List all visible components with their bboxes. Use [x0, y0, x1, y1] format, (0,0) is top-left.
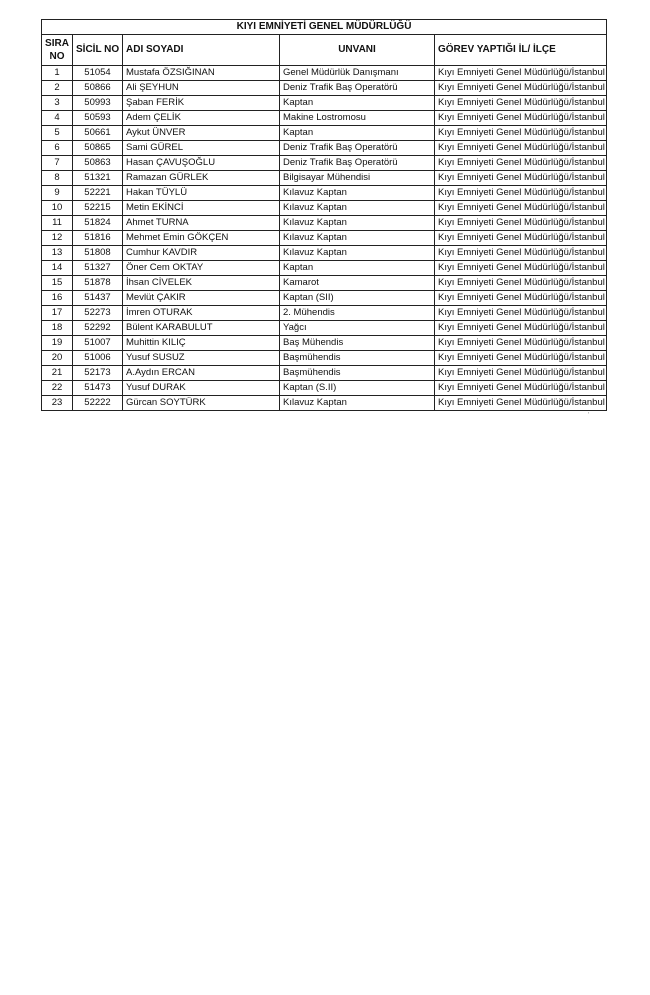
- cell-unvani: Başmühendis: [280, 351, 435, 366]
- cell-unvani: Kılavuz Kaptan: [280, 246, 435, 261]
- cell-gorev-yeri: Kıyı Emniyeti Genel Müdürlüğü/İstanbul: [435, 216, 607, 231]
- table-row: [42, 336, 607, 351]
- cell-adi-soyadi: Hakan TÜYLÜ: [123, 186, 280, 201]
- table-row: [42, 171, 607, 186]
- cell-adi-soyadi: Sami GÜREL: [123, 141, 280, 156]
- cell-unvani: Genel Müdürlük Danışmanı: [280, 66, 435, 81]
- cell-gorev-yeri: Kıyı Emniyeti Genel Müdürlüğü/İstanbul: [435, 246, 607, 261]
- cell-gorev-yeri: Kıyı Emniyeti Genel Müdürlüğü/İstanbul: [435, 366, 607, 381]
- table-row: [42, 126, 607, 141]
- cell-gorev-yeri: Kıyı Emniyeti Genel Müdürlüğü/İstanbul: [435, 201, 607, 216]
- cell-gorev-yeri: Kıyı Emniyeti Genel Müdürlüğü/İstanbul: [435, 336, 607, 351]
- col-header-gorev-yeri: GÖREV YAPTIĞI İL/ İLÇE: [435, 35, 607, 66]
- cell-gorev-yeri: Kıyı Emniyeti Genel Müdürlüğü/İstanbul: [435, 126, 607, 141]
- cell-sicil-no: 51327: [73, 261, 123, 276]
- cell-unvani: Baş Mühendis: [280, 336, 435, 351]
- table-row: [42, 111, 607, 126]
- table-row: [42, 141, 607, 156]
- table-title-row: [42, 20, 607, 35]
- cell-unvani: Kılavuz Kaptan: [280, 231, 435, 246]
- cell-sira-no: 4: [42, 111, 73, 126]
- cell-sicil-no: 51437: [73, 291, 123, 306]
- cell-adi-soyadi: Mehmet Emin GÖKÇEN: [123, 231, 280, 246]
- cell-adi-soyadi: Yusuf DURAK: [123, 381, 280, 396]
- cell-sira-no: 8: [42, 171, 73, 186]
- cell-sira-no: 6: [42, 141, 73, 156]
- cell-sira-no: 12: [42, 231, 73, 246]
- cell-unvani: 2. Mühendis: [280, 306, 435, 321]
- cell-sira-no: 13: [42, 246, 73, 261]
- cell-sira-no: 11: [42, 216, 73, 231]
- cell-sicil-no: 51054: [73, 66, 123, 81]
- table-row: [42, 276, 607, 291]
- cell-adi-soyadi: Ramazan GÜRLEK: [123, 171, 280, 186]
- cell-gorev-yeri: Kıyı Emniyeti Genel Müdürlüğü/İstanbul: [435, 171, 607, 186]
- cell-sicil-no: 50865: [73, 141, 123, 156]
- cell-adi-soyadi: Muhittin KILIÇ: [123, 336, 280, 351]
- cell-unvani: Kamarot: [280, 276, 435, 291]
- table-row: [42, 156, 607, 171]
- col-header-sira-no: SIRA NO: [42, 35, 73, 66]
- cell-sicil-no: 52173: [73, 366, 123, 381]
- cell-adi-soyadi: Hasan ÇAVUŞOĞLU: [123, 156, 280, 171]
- cell-sicil-no: 52221: [73, 186, 123, 201]
- cell-unvani: Kılavuz Kaptan: [280, 396, 435, 411]
- cell-gorev-yeri: Kıyı Emniyeti Genel Müdürlüğü/İstanbul: [435, 321, 607, 336]
- table-row: [42, 81, 607, 96]
- cell-sicil-no: 52292: [73, 321, 123, 336]
- cell-sira-no: 5: [42, 126, 73, 141]
- cell-unvani: Başmühendis: [280, 366, 435, 381]
- cell-gorev-yeri: Kıyı Emniyeti Genel Müdürlüğü/İstanbul: [435, 276, 607, 291]
- cell-adi-soyadi: Yusuf SUSUZ: [123, 351, 280, 366]
- cell-adi-soyadi: Şaban FERİK: [123, 96, 280, 111]
- cell-adi-soyadi: İmren OTURAK: [123, 306, 280, 321]
- cell-sicil-no: 50866: [73, 81, 123, 96]
- cell-sicil-no: 51473: [73, 381, 123, 396]
- cell-sira-no: 3: [42, 96, 73, 111]
- table-row: [42, 351, 607, 366]
- col-header-adi-soyadi: ADI SOYADI: [123, 35, 280, 66]
- table-title: KIYI EMNİYETİ GENEL MÜDÜRLÜĞÜ: [42, 20, 607, 35]
- cell-sira-no: 23: [42, 396, 73, 411]
- cell-gorev-yeri: Kıyı Emniyeti Genel Müdürlüğü/İstanbul: [435, 306, 607, 321]
- cell-sicil-no: 50661: [73, 126, 123, 141]
- cell-gorev-yeri: Kıyı Emniyeti Genel Müdürlüğü/İstanbul: [435, 396, 607, 411]
- cell-sicil-no: 51878: [73, 276, 123, 291]
- cell-unvani: Kılavuz Kaptan: [280, 216, 435, 231]
- cell-adi-soyadi: Ahmet TURNA: [123, 216, 280, 231]
- cell-sira-no: 18: [42, 321, 73, 336]
- cell-sicil-no: 51808: [73, 246, 123, 261]
- cell-gorev-yeri: Kıyı Emniyeti Genel Müdürlüğü/İstanbul: [435, 231, 607, 246]
- cell-gorev-yeri: Kıyı Emniyeti Genel Müdürlüğü/İstanbul: [435, 96, 607, 111]
- cell-adi-soyadi: Adem ÇELİK: [123, 111, 280, 126]
- cell-sira-no: 2: [42, 81, 73, 96]
- cell-unvani: Kılavuz Kaptan: [280, 186, 435, 201]
- cell-unvani: Kaptan (SII): [280, 291, 435, 306]
- table-body: [42, 66, 607, 411]
- personnel-table-sheet: [41, 19, 606, 411]
- table-row: [42, 291, 607, 306]
- cell-sicil-no: 51006: [73, 351, 123, 366]
- cell-adi-soyadi: A.Aydın ERCAN: [123, 366, 280, 381]
- cell-sicil-no: 52222: [73, 396, 123, 411]
- cell-gorev-yeri: Kıyı Emniyeti Genel Müdürlüğü/İstanbul: [435, 111, 607, 126]
- cell-sicil-no: 51321: [73, 171, 123, 186]
- cell-sicil-no: 50593: [73, 111, 123, 126]
- cell-sira-no: 1: [42, 66, 73, 81]
- cell-sicil-no: 51824: [73, 216, 123, 231]
- cell-gorev-yeri: Kıyı Emniyeti Genel Müdürlüğü/İstanbul: [435, 351, 607, 366]
- table-row: [42, 201, 607, 216]
- table-row: [42, 306, 607, 321]
- cell-sira-no: 15: [42, 276, 73, 291]
- cell-gorev-yeri: Kıyı Emniyeti Genel Müdürlüğü/İstanbul: [435, 261, 607, 276]
- table-row: [42, 366, 607, 381]
- cell-sira-no: 16: [42, 291, 73, 306]
- cell-adi-soyadi: Ali ŞEYHUN: [123, 81, 280, 96]
- cell-unvani: Kılavuz Kaptan: [280, 201, 435, 216]
- cell-gorev-yeri: Kıyı Emniyeti Genel Müdürlüğü/İstanbul: [435, 291, 607, 306]
- cell-sira-no: 19: [42, 336, 73, 351]
- table-row: [42, 231, 607, 246]
- cell-sira-no: 17: [42, 306, 73, 321]
- table-row: [42, 381, 607, 396]
- cell-sira-no: 22: [42, 381, 73, 396]
- cell-unvani: Deniz Trafik Baş Operatörü: [280, 81, 435, 96]
- cell-adi-soyadi: Mustafa ÖZSIĞINAN: [123, 66, 280, 81]
- cell-unvani: Kaptan (S.II): [280, 381, 435, 396]
- scan-speck: ': [588, 412, 590, 419]
- cell-sicil-no: 52273: [73, 306, 123, 321]
- cell-gorev-yeri: Kıyı Emniyeti Genel Müdürlüğü/İstanbul: [435, 186, 607, 201]
- table-row: [42, 96, 607, 111]
- cell-unvani: Kaptan: [280, 96, 435, 111]
- cell-unvani: Makine Lostromosu: [280, 111, 435, 126]
- table-row: [42, 216, 607, 231]
- cell-gorev-yeri: Kıyı Emniyeti Genel Müdürlüğü/İstanbul: [435, 141, 607, 156]
- table-row: [42, 186, 607, 201]
- cell-sicil-no: 51007: [73, 336, 123, 351]
- cell-sicil-no: 50993: [73, 96, 123, 111]
- col-header-unvani: UNVANI: [280, 35, 435, 66]
- cell-sira-no: 7: [42, 156, 73, 171]
- col-header-sicil-no: SİCİL NO: [73, 35, 123, 66]
- cell-sicil-no: 51816: [73, 231, 123, 246]
- cell-sira-no: 9: [42, 186, 73, 201]
- cell-adi-soyadi: Aykut ÜNVER: [123, 126, 280, 141]
- personnel-table: [41, 19, 607, 411]
- table-row: [42, 396, 607, 411]
- cell-sira-no: 10: [42, 201, 73, 216]
- cell-sira-no: 20: [42, 351, 73, 366]
- cell-adi-soyadi: İhsan CİVELEK: [123, 276, 280, 291]
- cell-gorev-yeri: Kıyı Emniyeti Genel Müdürlüğü/İstanbul: [435, 381, 607, 396]
- cell-gorev-yeri: Kıyı Emniyeti Genel Müdürlüğü/İstanbul: [435, 81, 607, 96]
- cell-sicil-no: 50863: [73, 156, 123, 171]
- cell-unvani: Bilgisayar Mühendisi: [280, 171, 435, 186]
- table-row: [42, 66, 607, 81]
- cell-sira-no: 14: [42, 261, 73, 276]
- cell-gorev-yeri: Kıyı Emniyeti Genel Müdürlüğü/İstanbul: [435, 156, 607, 171]
- table-row: [42, 321, 607, 336]
- cell-sicil-no: 52215: [73, 201, 123, 216]
- cell-adi-soyadi: Mevlüt ÇAKIR: [123, 291, 280, 306]
- cell-unvani: Yağcı: [280, 321, 435, 336]
- cell-gorev-yeri: Kıyı Emniyeti Genel Müdürlüğü/İstanbul: [435, 66, 607, 81]
- cell-unvani: Deniz Trafik Baş Operatörü: [280, 141, 435, 156]
- cell-adi-soyadi: Öner Cem OKTAY: [123, 261, 280, 276]
- cell-adi-soyadi: Metin EKİNCİ: [123, 201, 280, 216]
- cell-adi-soyadi: Gürcan SOYTÜRK: [123, 396, 280, 411]
- table-header-row: [42, 35, 607, 66]
- cell-adi-soyadi: Bülent KARABULUT: [123, 321, 280, 336]
- table-row: [42, 261, 607, 276]
- cell-adi-soyadi: Cumhur KAVDIR: [123, 246, 280, 261]
- cell-unvani: Deniz Trafik Baş Operatörü: [280, 156, 435, 171]
- cell-unvani: Kaptan: [280, 261, 435, 276]
- cell-sira-no: 21: [42, 366, 73, 381]
- table-row: [42, 246, 607, 261]
- cell-unvani: Kaptan: [280, 126, 435, 141]
